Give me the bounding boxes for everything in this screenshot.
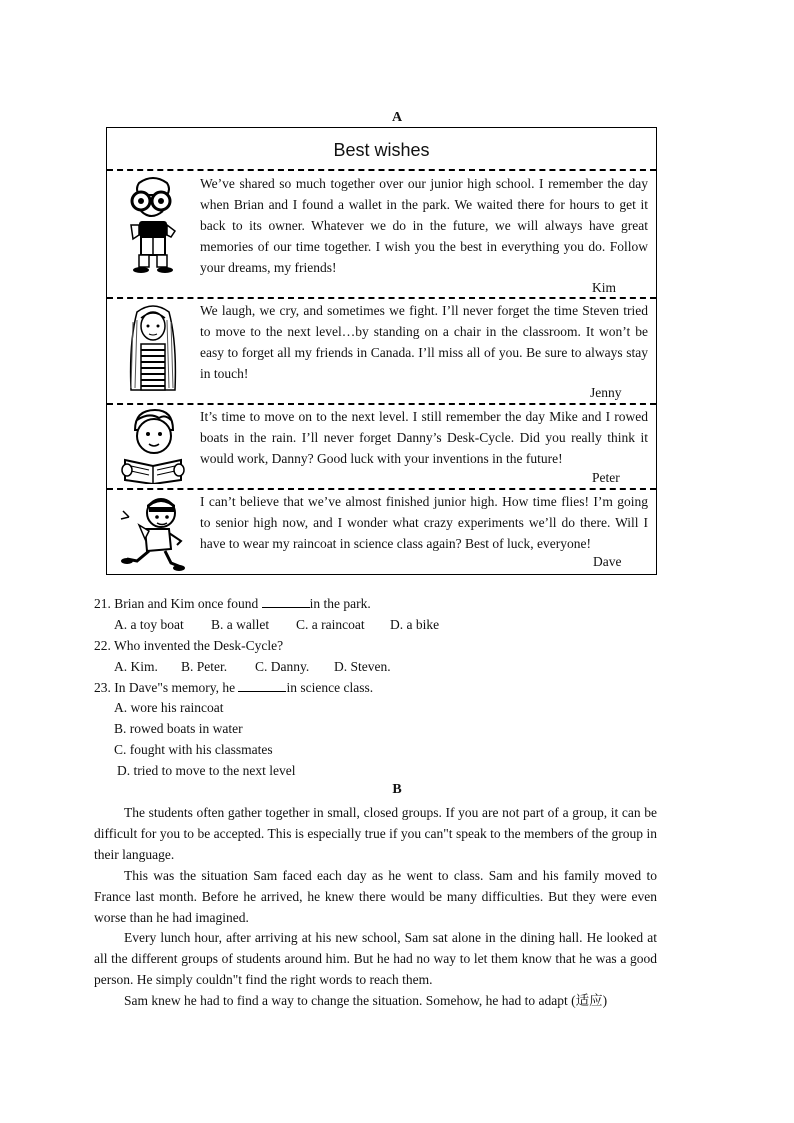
- answer-blank: [262, 595, 310, 608]
- best-wishes-box: [106, 127, 657, 575]
- wish-text: We laugh, we cry, and sometimes we fight. I’ll never forget the time Steven tried to move to the next level…by standing on a chair in the classroom. It won’t be easy to forget all my friends in Canada. I’ll miss all of you. Be sure to always stay in touch!: [200, 303, 648, 381]
- option: C. a raincoat: [296, 617, 365, 632]
- wish-text: It’s time to move on to the next level. I still remember the day Mike and I rowed boats in the rain. I’ll never forget Danny’s Desk-Cycle. Did you really think it would work, Danny? Good luck with your inventions in the future!: [200, 409, 648, 466]
- option: B. a wallet: [211, 617, 270, 632]
- section-b-label: B: [392, 782, 402, 797]
- section-a-label: A: [391, 110, 403, 125]
- dashed-divider: [107, 169, 656, 171]
- option: A. Kim.: [114, 659, 158, 674]
- wish-entry-kim: [107, 172, 656, 297]
- question-23: 23. In Dave"s memory, he in science class.: [94, 680, 374, 695]
- question-21: 21. Brian and Kim once found in the park.: [94, 596, 371, 611]
- answer-blank: [238, 679, 286, 692]
- wish-entry-jenny: [107, 300, 656, 403]
- passage-paragraph: Every lunch hour, after arriving at his new school, Sam sat alone in the dining hall. He looked at all the different groups of students around him. But he had no way to let them know that he was a good person. He simply couldn"t find the right words to reach them.: [94, 930, 657, 987]
- signature: Dave: [593, 554, 622, 569]
- passage-paragraph: This was the situation Sam faced each day as he went to class. Sam and his family moved to France last month. Before he arrived, he knew there would be many difficulties. But they were even worse than he had imagined.: [94, 868, 657, 925]
- dashed-divider: [107, 488, 656, 490]
- question-22: 22. Who invented the Desk-Cycle?: [94, 638, 284, 653]
- wish-text: We’ve shared so much together over our junior high school. I remember the day when Brian and I found a wallet in the park. We waited there for hours to get it back to its owner. Whatever we do in the future, we will always have great memories of our time together. I wish you the best in everything you do. Follow your dreams, my friends!: [200, 176, 648, 275]
- box-title: Best wishes: [333, 140, 430, 160]
- boy-reading-book-icon: [119, 408, 191, 484]
- option: D. a bike: [390, 617, 440, 632]
- option: A. a toy boat: [114, 617, 184, 632]
- girl-long-hair-icon: [119, 302, 191, 394]
- option: C. Danny.: [255, 659, 310, 674]
- option: B. Peter.: [181, 659, 228, 674]
- dashed-divider: [107, 297, 656, 299]
- signature: Jenny: [590, 385, 622, 400]
- option: A. wore his raincoat: [114, 700, 224, 715]
- dashed-divider: [107, 403, 656, 405]
- option: B. rowed boats in water: [114, 721, 243, 736]
- wish-entry-peter: [107, 406, 656, 488]
- option: D. Steven.: [334, 659, 391, 674]
- boy-with-glasses-icon: [119, 175, 191, 275]
- passage-paragraph: Sam knew he had to find a way to change the situation. Somehow, he had to adapt (适应): [124, 993, 608, 1008]
- passage-paragraph: The students often gather together in small, closed groups. If you are not part of a group, it can be difficult for you to be accepted. This is especially true if you can"t speak to the members of the group in their language.: [94, 805, 657, 862]
- wish-text: I can’t believe that we’ve almost finished junior high. How time flies! I’m going to senior high now, and I wonder what crazy experiments we’ll do there. Will I have to wear my raincoat in science class again? Best of luck, everyone!: [200, 494, 648, 551]
- signature: Kim: [592, 280, 617, 295]
- option: C. fought with his classmates: [114, 742, 273, 757]
- running-boy-icon: [119, 495, 191, 573]
- option: D. tried to move to the next level: [117, 763, 296, 778]
- wish-entry-dave: [107, 491, 656, 573]
- signature: Peter: [592, 470, 620, 485]
